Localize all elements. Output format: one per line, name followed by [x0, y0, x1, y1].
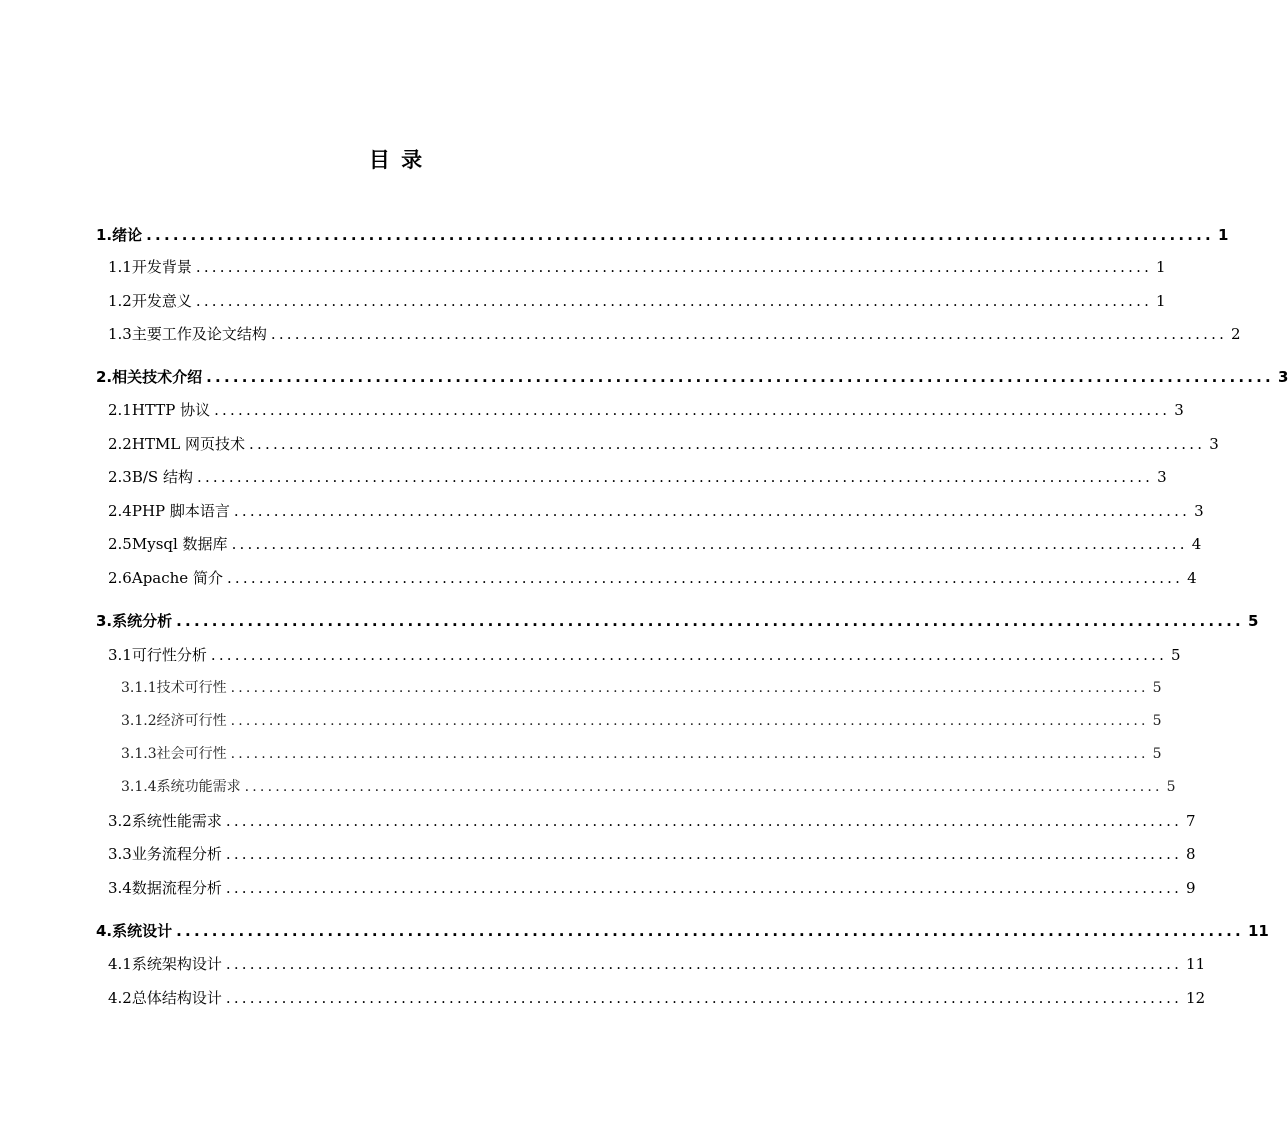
toc-entry[interactable] [108, 323, 1241, 345]
toc-entry-title: 系统架构设计 [131, 955, 222, 973]
toc-leader-dots: ........................................................................................................................ [225, 812, 1183, 830]
toc-entry-number: 3. [96, 612, 113, 630]
toc-leader-dots: ........................................................................................................................ [176, 922, 1244, 940]
toc-leader-dots: ........................................................................................................................ [214, 401, 1171, 419]
toc-entry-page: 1 [1217, 226, 1229, 244]
toc-entry[interactable] [108, 256, 1166, 278]
toc-entry-number: 3.1.4 [121, 779, 157, 795]
toc-leader-dots: ........................................................................................................................ [231, 535, 1188, 553]
toc-entry[interactable] [96, 224, 1229, 246]
toc-entry-page: 5 [1166, 779, 1176, 795]
toc-entry-page: 1 [1156, 292, 1166, 310]
toc-entry[interactable] [96, 610, 1259, 632]
toc-entry[interactable] [96, 920, 1269, 942]
toc-entry[interactable] [121, 743, 1162, 765]
toc-entry-number: 2.6 [108, 569, 132, 587]
toc-leader-dots: ........................................................................................................................ [176, 612, 1244, 630]
toc-entry-title: 主要工作及论文结构 [131, 325, 267, 343]
toc-entry-title: Mysql 数据库 [131, 535, 228, 553]
toc-leader-dots: ........................................................................................................................ [249, 435, 1206, 453]
toc-entry-page: 3 [1157, 468, 1167, 486]
toc-leader-dots: ........................................................................................................................ [195, 258, 1153, 276]
toc-leader-dots: ........................................................................................................................ [226, 569, 1184, 587]
toc-entry-title: B/S 结构 [131, 468, 193, 486]
toc-leader-dots: ........................................................................................................................ [225, 845, 1183, 863]
toc-entry-number: 2.1 [108, 401, 132, 419]
toc-entry-number: 3.3 [108, 845, 132, 863]
toc-leader-dots: ........................................................................................................................ [210, 646, 1168, 664]
toc-entry[interactable] [108, 290, 1166, 312]
toc-entry-title: 开发意义 [131, 292, 192, 310]
toc-entry-title: Apache 简介 [131, 569, 223, 587]
toc-entry-number: 3.1.2 [121, 713, 157, 729]
toc-entry-number: 2.5 [108, 535, 132, 553]
toc-entry-page: 11 [1247, 922, 1269, 940]
toc-entry-number: 3.4 [108, 879, 132, 897]
toc-entry-number: 4.2 [108, 989, 132, 1007]
toc-entry[interactable] [121, 677, 1162, 699]
toc-leader-dots: ........................................................................................................................ [244, 779, 1163, 795]
toc-entry-title: 技术可行性 [156, 680, 227, 696]
toc-entry-title: 绪论 [112, 226, 143, 244]
toc-entry[interactable] [108, 533, 1202, 555]
toc-entry-page: 8 [1186, 845, 1196, 863]
toc-entry-page: 5 [1152, 746, 1162, 762]
toc-entry-page: 5 [1152, 713, 1162, 729]
toc-entry-page: 4 [1191, 535, 1202, 553]
toc-entry-page: 5 [1171, 646, 1181, 664]
toc-entry-page: 5 [1247, 612, 1259, 630]
toc-entry-title: 业务流程分析 [131, 845, 222, 863]
toc-entry-title: 相关技术介绍 [112, 368, 203, 386]
toc-entry-title: 可行性分析 [131, 646, 207, 664]
toc-entry-number: 2.2 [108, 435, 132, 453]
toc-leader-dots: ........................................................................................................................ [270, 325, 1228, 343]
toc-entry-number: 4. [96, 922, 113, 940]
toc-entry[interactable] [108, 987, 1206, 1009]
toc-entry-number: 2.4 [108, 502, 132, 520]
toc-entry-title: 系统设计 [112, 922, 173, 940]
toc-entry-page: 1 [1156, 258, 1166, 276]
toc-entry[interactable] [108, 877, 1196, 899]
toc-entry-page: 3 [1194, 502, 1204, 520]
toc-entry[interactable] [108, 644, 1181, 666]
toc-leader-dots: ........................................................................................................................ [225, 989, 1183, 1007]
toc-entry-page: 12 [1186, 989, 1206, 1007]
toc-leader-dots: ........................................................................................................................ [206, 368, 1274, 386]
toc-entry-number: 4.1 [108, 955, 132, 973]
toc-entry[interactable] [121, 776, 1176, 798]
toc-entry-number: 3.1 [108, 646, 132, 664]
toc-leader-dots: ........................................................................................................................ [230, 746, 1149, 762]
toc-entry-number: 1.2 [108, 292, 132, 310]
toc-leader-dots: ........................................................................................................................ [196, 468, 1154, 486]
toc-entry-number: 3.1.3 [121, 746, 157, 762]
toc-entry-title: 开发背景 [131, 258, 192, 276]
toc-entry[interactable] [108, 567, 1197, 589]
toc-entry-title: 经济可行性 [156, 713, 227, 729]
toc-entry-number: 2.3 [108, 468, 132, 486]
toc-entry-title: HTTP 协议 [131, 401, 211, 419]
toc-leader-dots: ........................................................................................................................ [230, 680, 1149, 696]
toc-entry-page: 5 [1152, 680, 1162, 696]
toc-entry-number: 1.1 [108, 258, 132, 276]
toc-entry-title: 总体结构设计 [131, 989, 222, 1007]
toc-leader-dots: ........................................................................................................................ [233, 502, 1191, 520]
toc-entry-title: 系统分析 [112, 612, 173, 630]
toc-entry[interactable] [121, 710, 1162, 732]
toc-entry-page: 2 [1231, 325, 1241, 343]
toc-leader-dots: ........................................................................................................................ [225, 955, 1183, 973]
toc-entry-title: 系统功能需求 [156, 779, 241, 795]
toc-entry-title: 社会可行性 [156, 746, 227, 762]
toc-entry-page: 11 [1186, 955, 1206, 973]
toc-entry[interactable] [108, 500, 1204, 522]
toc-entry-page: 4 [1187, 569, 1197, 587]
toc-entry-title: HTML 网页技术 [131, 435, 246, 453]
toc-entry[interactable] [108, 953, 1206, 975]
toc-entry-number: 2. [96, 368, 113, 386]
toc-entry[interactable] [108, 466, 1167, 488]
toc-entry-page: 3 [1174, 401, 1184, 419]
toc-entry-page: 9 [1186, 879, 1196, 897]
toc-entry-title: PHP 脚本语言 [131, 502, 230, 520]
toc-leader-dots: ........................................................................................................................ [230, 713, 1149, 729]
toc-leader-dots: ........................................................................................................................ [146, 226, 1214, 244]
toc-entry-title: 数据流程分析 [131, 879, 222, 897]
toc-entry[interactable] [96, 366, 1288, 388]
toc-entry-number: 3.2 [108, 812, 132, 830]
toc-entry[interactable] [108, 843, 1196, 865]
toc-entry-page: 7 [1186, 812, 1196, 830]
toc-entry-page: 3 [1277, 368, 1288, 386]
toc-entry-number: 1.3 [108, 325, 132, 343]
toc-entry[interactable] [108, 433, 1219, 455]
toc-entry[interactable] [108, 399, 1184, 421]
toc-entry-number: 3.1.1 [121, 680, 157, 696]
page-title: 目 录 [368, 148, 425, 172]
toc-entry-number: 1. [96, 226, 113, 244]
toc-entry-page: 3 [1209, 435, 1219, 453]
toc-entry-title: 系统性能需求 [131, 812, 222, 830]
toc-leader-dots: ........................................................................................................................ [195, 292, 1153, 310]
toc-entry[interactable] [108, 810, 1196, 832]
toc-leader-dots: ........................................................................................................................ [225, 879, 1183, 897]
